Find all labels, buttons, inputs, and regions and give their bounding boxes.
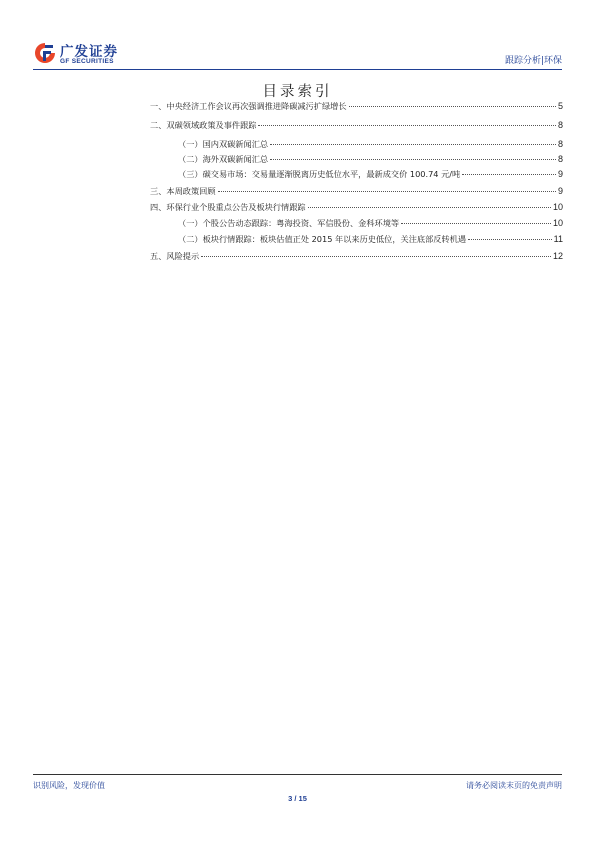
toc-entry[interactable]: [150, 217, 563, 230]
report-section-label: 跟踪分析|环保: [504, 56, 562, 66]
toc-entry-page: 8: [557, 120, 563, 130]
toc-entry[interactable]: [150, 201, 563, 214]
toc-entry-page: 12: [552, 251, 563, 261]
logo-text-en: GF SECURITIES: [60, 58, 114, 65]
toc-leader-dots: [270, 144, 556, 145]
toc-leader-dots: [468, 239, 552, 240]
toc-entry[interactable]: [150, 233, 563, 246]
toc-entry-text: 二、双碳领域政策及事件跟踪: [150, 120, 257, 130]
footer-slogan: 识别风险，发现价值: [33, 781, 105, 790]
toc-entry-text: 一、中央经济工作会议再次强调推进降碳减污扩绿增长: [150, 101, 347, 111]
toc-leader-dots: [462, 174, 556, 175]
toc-entry[interactable]: [150, 138, 563, 151]
toc-entry-text: （二）板块行情跟踪：板块估值正处 2015 年以来历史低位，关注底部反转机遇: [178, 234, 467, 244]
toc-entry-text: 五、风险提示: [150, 251, 200, 261]
toc-leader-dots: [349, 106, 556, 107]
toc-entry-page: 5: [557, 101, 563, 111]
toc-entry-text: 三、本周政策回顾: [150, 186, 216, 196]
toc-entry-page: 8: [557, 139, 563, 149]
toc-entry-text: （二）海外双碳新闻汇总: [178, 154, 269, 164]
toc-entry[interactable]: [150, 100, 563, 113]
page-header: [33, 40, 562, 68]
toc-entry-text: 四、环保行业个股重点公告及板块行情跟踪: [150, 202, 306, 212]
toc-leader-dots: [270, 159, 556, 160]
footer-divider: [33, 774, 562, 775]
toc-leader-dots: [308, 207, 551, 208]
toc-entry-text: （一）个股公告动态跟踪：粤海投资、军信股份、金科环境等: [178, 218, 400, 228]
toc-entry-page: 9: [557, 186, 563, 196]
page-number: 3 / 15: [288, 794, 307, 803]
toc-leader-dots: [201, 256, 551, 257]
toc-title: 目录索引: [262, 84, 333, 100]
toc-entry-page: 11: [553, 234, 563, 244]
toc-entry-page: 9: [557, 169, 563, 179]
toc-entry-page: 10: [552, 202, 563, 212]
logo-text-cn: 广发证券: [60, 44, 118, 60]
footer-disclaimer-note: 请务必阅读末页的免责声明: [466, 781, 562, 790]
toc-entry[interactable]: [150, 250, 563, 263]
header-divider: [33, 69, 562, 70]
toc-leader-dots: [218, 191, 556, 192]
toc-entry-text: （三）碳交易市场：交易量逐渐脱离历史低位水平，最新成交价 100.74 元/吨: [178, 169, 461, 179]
toc-entry-page: 10: [552, 218, 563, 228]
toc-entry[interactable]: [150, 185, 563, 198]
toc-entry[interactable]: [150, 119, 563, 132]
toc-entry[interactable]: [150, 168, 563, 181]
toc-entry-text: （一）国内双碳新闻汇总: [178, 139, 269, 149]
gf-logo-icon: [33, 41, 57, 65]
toc-entry[interactable]: [150, 153, 563, 166]
toc-entry-page: 8: [557, 154, 563, 164]
toc-leader-dots: [258, 125, 556, 126]
toc-leader-dots: [401, 223, 551, 224]
